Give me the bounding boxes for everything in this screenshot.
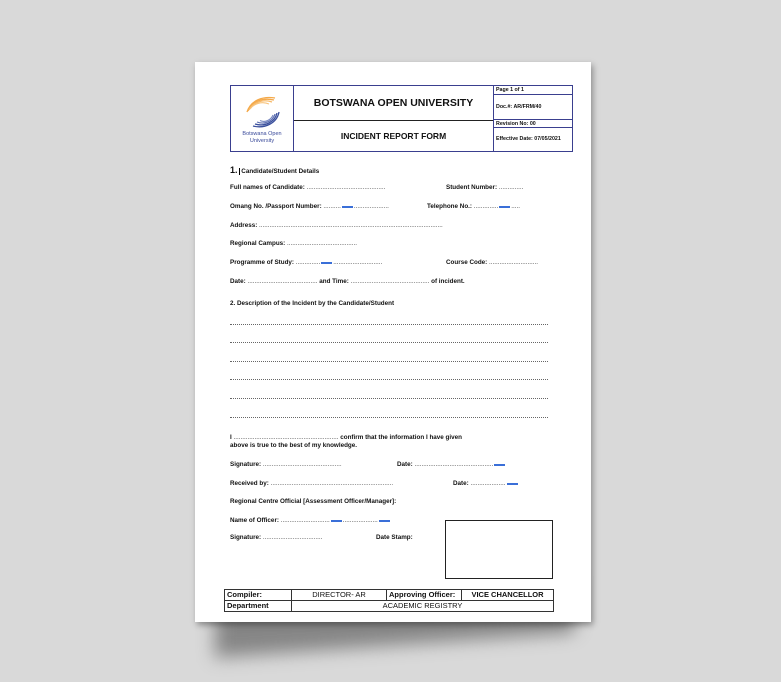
field-dots: ............................ xyxy=(333,259,383,266)
field-name-of-officer[interactable] xyxy=(230,517,391,524)
institution-name: BOTSWANA OPEN UNIVERSITY xyxy=(294,86,493,121)
blue-cursor-mark xyxy=(331,520,342,522)
field-course-code[interactable] xyxy=(446,259,538,266)
blue-cursor-mark xyxy=(499,206,510,208)
field-label: Received by: xyxy=(230,480,269,487)
section1-heading xyxy=(230,165,319,175)
field-label: and Time: xyxy=(319,278,349,285)
description-line-5[interactable] xyxy=(230,398,548,399)
field-dots: .............. xyxy=(473,203,499,210)
field-officer-signature[interactable] xyxy=(230,534,322,541)
field-dots: ............................................. xyxy=(350,278,430,285)
logo-swirl-icon xyxy=(233,90,293,135)
field-label: Address: xyxy=(230,222,258,229)
logo-text-line1: Botswana Open xyxy=(242,131,282,137)
field-dots: ........................................ xyxy=(287,240,358,247)
field-dots: ............................................. xyxy=(414,461,494,468)
revision-number: Revision No: 00 xyxy=(494,120,572,128)
declaration-suffix: confirm that the information I have given xyxy=(340,434,462,441)
field-signature[interactable] xyxy=(230,461,342,468)
field-student-number[interactable] xyxy=(446,184,523,191)
compiler-label: Compiler: xyxy=(225,590,292,601)
field-address[interactable] xyxy=(230,222,443,229)
official-heading: Regional Centre Official [Assessment Officer/Manager]: xyxy=(230,498,397,505)
section2-heading: 2. Description of the Incident by the Candidate/Student xyxy=(230,300,395,307)
field-label: Signature: xyxy=(230,534,262,541)
field-omang-passport[interactable] xyxy=(230,203,389,210)
field-telephone[interactable] xyxy=(427,203,520,210)
compiler-value: DIRECTOR- AR xyxy=(292,590,387,601)
blue-cursor-mark xyxy=(494,464,505,466)
approving-officer-label: Approving Officer: xyxy=(387,590,462,601)
field-label: Date: xyxy=(397,461,413,468)
university-logo xyxy=(231,86,294,151)
doc-number: Doc.#: AR/FRM/40 xyxy=(494,95,572,120)
field-dots: ............................ xyxy=(280,517,330,524)
field-dots: .................... xyxy=(342,517,378,524)
field-dots: ............................................. xyxy=(306,184,386,191)
field-label: Full names of Candidate: xyxy=(230,184,305,191)
field-label: Regional Campus: xyxy=(230,240,286,247)
form-page xyxy=(195,62,591,622)
declaration-prefix: I xyxy=(230,434,232,441)
field-regional-campus[interactable] xyxy=(230,240,357,247)
approving-officer-value: VICE CHANCELLOR xyxy=(462,590,554,601)
field-label: Student Number: xyxy=(446,184,498,191)
field-dots: .............. xyxy=(498,184,524,191)
field-label: Date: xyxy=(230,278,246,285)
blue-cursor-mark xyxy=(321,262,332,264)
field-label: Course Code: xyxy=(446,259,488,266)
field-dots: .................................. xyxy=(262,534,323,541)
declaration-line2: above is true to the best of my knowledge. xyxy=(230,442,358,449)
field-received-date[interactable] xyxy=(453,480,519,487)
page-number: Page 1 of 1 xyxy=(494,86,572,95)
department-label: Department xyxy=(225,601,292,612)
field-dots: .............. xyxy=(295,259,321,266)
department-value: ACADEMIC REGISTRY xyxy=(292,601,554,612)
declaration-line1[interactable] xyxy=(230,434,462,441)
field-label: Signature: xyxy=(230,461,262,468)
blue-cursor-mark xyxy=(342,206,353,208)
field-label: Telephone No.: xyxy=(427,203,473,210)
description-line-1[interactable] xyxy=(230,324,548,325)
field-dots: .................... xyxy=(353,203,389,210)
field-label: Name of Officer: xyxy=(230,517,279,524)
field-dots: ............................................................ xyxy=(233,434,339,441)
field-dots: .................... xyxy=(470,480,506,487)
date-stamp-box xyxy=(445,520,553,579)
field-label: Programme of Study: xyxy=(230,259,295,266)
description-line-4[interactable] xyxy=(230,379,548,380)
field-dots: ......................................................................................................... xyxy=(259,222,443,229)
field-dots: ..... xyxy=(511,203,521,210)
field-incident-date-time[interactable] xyxy=(230,278,465,285)
field-dots: ............................ xyxy=(489,259,539,266)
field-label: of incident. xyxy=(431,278,465,285)
field-dots: .......... xyxy=(323,203,341,210)
field-dots: ............................................. xyxy=(262,461,342,468)
blue-cursor-mark xyxy=(379,520,390,522)
description-line-2[interactable] xyxy=(230,342,548,343)
field-dots: .......... xyxy=(375,480,394,487)
description-line-6[interactable] xyxy=(230,417,548,418)
field-dots: ............................................................ xyxy=(270,480,376,487)
field-full-names[interactable] xyxy=(230,184,385,191)
date-stamp-label: Date Stamp: xyxy=(376,534,413,541)
field-received-by[interactable] xyxy=(230,480,393,487)
description-line-3[interactable] xyxy=(230,361,548,362)
field-signature-date[interactable] xyxy=(397,461,506,468)
footer-table xyxy=(224,589,554,612)
logo-text-line2: University xyxy=(249,138,275,144)
effective-date: Effective Date: 07/05/2021 xyxy=(496,136,561,142)
form-title: INCIDENT REPORT FORM xyxy=(340,130,447,141)
field-label: Date: xyxy=(453,480,469,487)
field-label: Omang No. /Passport Number: xyxy=(230,203,322,210)
blue-cursor-mark xyxy=(507,483,518,485)
section1-number: 1. xyxy=(230,165,238,175)
field-programme[interactable] xyxy=(230,259,382,266)
form-header xyxy=(230,85,573,152)
section1-title: Candidate/Student Details xyxy=(241,168,320,175)
field-dots: ........................................ xyxy=(247,278,318,285)
